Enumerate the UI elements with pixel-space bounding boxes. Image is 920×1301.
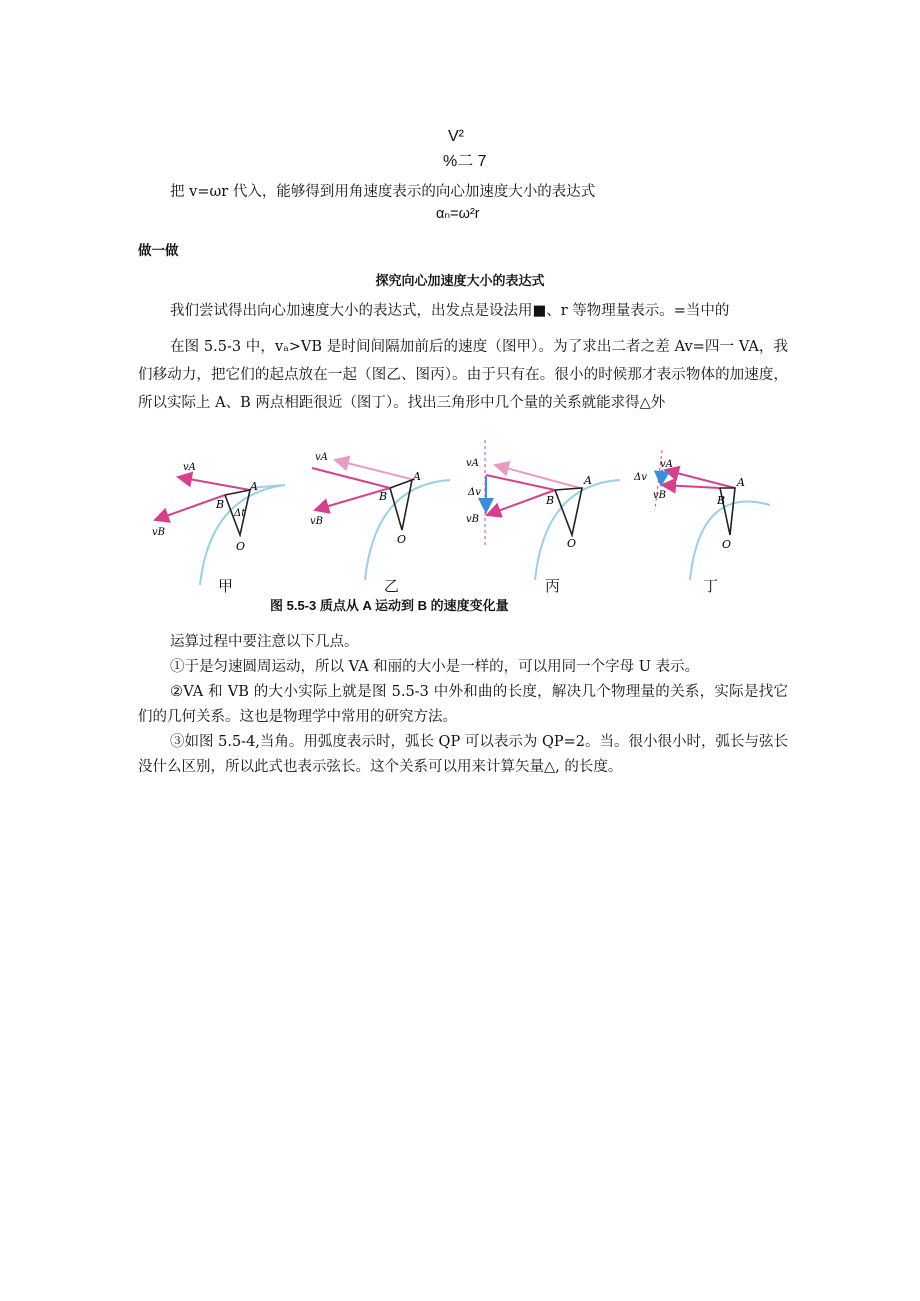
intro-paragraph: 把 v=ωr 代入，能够得到用角速度表示的向心加速度大小的表达式 — [170, 184, 596, 200]
label-va-yi: vA — [315, 452, 328, 463]
notes-body — [138, 630, 788, 780]
label-va-ding: vA — [660, 459, 673, 470]
label-vb-ding: vB — [653, 490, 666, 501]
formula-fraction-line: %二 7 — [443, 153, 487, 170]
note-3: ③如图 5.5-4,当角。用弧度表示时，弧长 QP 可以表示为 QP=2。当。很小很小时，弧长与弦长没什么区别，所以此式也表示弦长。这个关系可以用来计算矢量△, 的长度。 — [138, 734, 788, 775]
arrow-vb-ding — [662, 485, 720, 488]
section-title: 做一做 — [138, 243, 179, 258]
label-a-ding: A — [737, 476, 745, 489]
label-vb-bing: vB — [466, 514, 479, 525]
label-dt-jia: Δt — [234, 508, 246, 519]
arrow-dv-ding — [661, 470, 662, 485]
activity-title: 探究向心加速度大小的表达式 — [375, 273, 545, 288]
label-a-yi: A — [413, 470, 421, 483]
figure-caption: 图 5.5-3 质点从 A 运动到 B 的速度变化量 — [270, 598, 509, 613]
velocity-change-figure — [150, 440, 770, 590]
label-b-bing: B — [546, 494, 555, 507]
label-va-bing: vA — [466, 458, 479, 469]
label-b-ding: B — [717, 494, 726, 507]
arc-yi — [365, 480, 450, 580]
label-b-yi: B — [379, 490, 388, 503]
panel-ding — [633, 450, 770, 580]
panel-label-bing: 丙 — [545, 577, 561, 595]
label-vb-yi: vB — [310, 516, 323, 527]
formula-omega: αₙ=ω²r — [436, 206, 480, 222]
panel-label-ding: 丁 — [703, 577, 719, 595]
activity-paragraph-2: 在图 5.5-3 中，vₐ>VB 是时间间隔加前后的速度（图甲）。为了求出二者之差 Av=四一 VA，我们移动力，把它们的起点放在一起（图乙、图丙）。由于只有在。很小的时候那才表示物体的加速度，所以实际上 A、B 两点相距很近（图丁）。找出三角形中几个量的关系就能求得△外 — [138, 339, 788, 411]
formula-v-squared: V² — [448, 128, 464, 145]
panel-label-yi: 乙 — [384, 577, 400, 595]
label-a-bing: A — [584, 474, 592, 487]
panel-yi — [310, 452, 450, 580]
arrow-vb-bing — [487, 490, 555, 515]
note-2: ②VA 和 VB 的大小实际上就是图 5.5-3 中外和曲的长度，解决几个物理量的关系，实际是找它们的几何关系。这也是物理学中常用的研究方法。 — [138, 684, 788, 725]
panel-bing — [466, 440, 620, 580]
arrow-vb-jia — [155, 495, 225, 520]
label-o-jia: O — [236, 540, 246, 553]
panel-label-jia: 甲 — [218, 577, 234, 595]
panel-jia — [152, 462, 285, 585]
label-vb-jia: vB — [152, 527, 165, 538]
activity-body — [138, 297, 788, 417]
label-a-jia: A — [250, 480, 258, 493]
label-o-yi: O — [397, 533, 407, 546]
arrow-va-bing — [495, 465, 580, 488]
label-dv-ding: Δv — [634, 472, 647, 483]
label-b-jia: B — [216, 498, 225, 511]
label-o-ding: O — [722, 538, 732, 551]
label-dv-bing: Δv — [468, 487, 481, 498]
arrow-va-shift-bing — [486, 475, 555, 490]
arrow-va-jia — [178, 477, 250, 490]
label-o-bing: O — [567, 537, 577, 550]
notes-intro: 运算过程中要注意以下几点。 — [170, 634, 359, 650]
label-va-jia: vA — [183, 462, 196, 473]
activity-paragraph-1: 我们尝试得出向心加速度大小的表达式，出发点是设法用■、r 等物理量表示。=当中的 — [170, 303, 730, 319]
note-1: ①于是匀速圆周运动，所以 VA 和丽的大小是一样的，可以用同一个字母 U 表示。 — [170, 659, 700, 675]
